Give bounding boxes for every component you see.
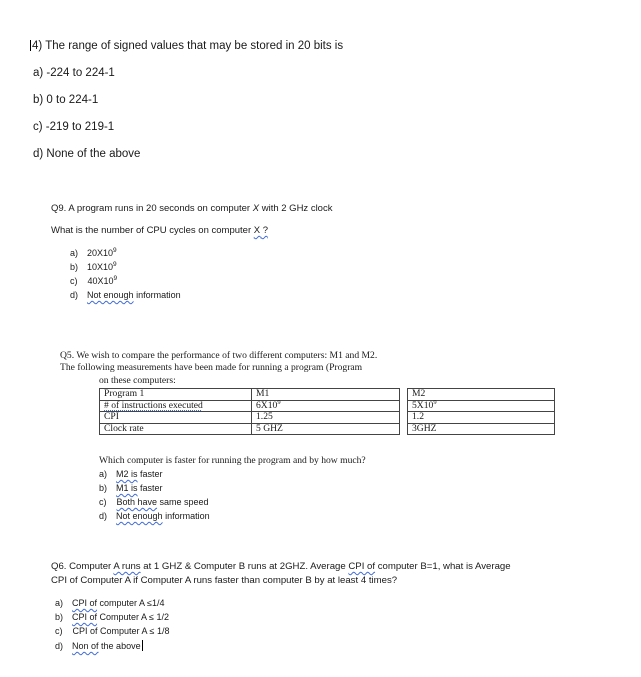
q5-opt-c-rest: same speed xyxy=(157,497,209,507)
q9-title-var: X xyxy=(252,203,260,214)
q9-option-b xyxy=(70,262,117,272)
table-cell xyxy=(100,400,252,412)
q9-subquestion xyxy=(51,225,268,236)
q6-l1-c: computer B=1, what is Average xyxy=(375,561,511,572)
table-gap xyxy=(400,400,408,412)
q6-l1-u2: CPI of xyxy=(348,561,376,572)
q9-opt-c-base: 40X10 xyxy=(87,276,114,286)
q5-opt-a-rest: faster xyxy=(137,469,163,479)
q5-opt-d-underlined: Not enough xyxy=(116,511,163,521)
q6-option-d xyxy=(55,640,143,651)
table-cell: M2 xyxy=(408,389,555,401)
q9-opt-a-exp: 9 xyxy=(113,247,117,254)
q6-line-2: CPI of Computer A if Computer A runs faster than computer B by at least 4 times? xyxy=(51,575,398,586)
q4-option-b: b) 0 to 224-1 xyxy=(33,94,99,106)
q9-sub-var: X ? xyxy=(253,225,269,236)
instructions-label: # of instructions executed xyxy=(104,399,203,411)
q6-opt-a-rest: computer A ≤1/4 xyxy=(97,598,165,608)
table-row xyxy=(100,423,555,435)
q9-opt-b-letter: b) xyxy=(70,262,79,272)
m1-instr-base: 6X10 xyxy=(256,399,278,411)
q9-sub-pre: What is the number of CPU cycles on computer xyxy=(51,225,254,236)
q5-opt-d-letter: d) xyxy=(99,511,108,521)
table-cell: Program 1 xyxy=(100,389,252,401)
q5-option-d xyxy=(99,511,210,521)
q5-option-a xyxy=(99,469,163,479)
q9-opt-a-letter: a) xyxy=(70,248,79,258)
q9-title-pre: Q9. A program runs in 20 seconds on computer xyxy=(51,203,253,214)
q6-opt-b-rest: Computer A ≤ 1/2 xyxy=(97,612,170,622)
q6-opt-d-letter: d) xyxy=(55,641,64,651)
q6-opt-c-letter: c) xyxy=(55,626,63,636)
q5-opt-a-letter: a) xyxy=(99,469,108,479)
q5-opt-c-underlined: Both have xyxy=(116,497,158,507)
q6-option-b xyxy=(55,612,169,622)
table-cell: Clock rate xyxy=(100,423,252,435)
table-cell: M1 xyxy=(252,389,400,401)
q4-question xyxy=(30,40,343,52)
q6-opt-a-letter: a) xyxy=(55,598,64,608)
table-row xyxy=(100,412,555,424)
table-cell xyxy=(252,400,400,412)
q6-l1-u1: A runs xyxy=(113,561,141,572)
table-cell xyxy=(408,400,555,412)
m2-instr-exp: 9 xyxy=(433,398,437,406)
q9-option-d xyxy=(70,290,181,300)
q5-line-3: on these computers: xyxy=(99,375,176,386)
q9-title xyxy=(51,203,332,214)
q6-opt-b-underlined: CPI of xyxy=(72,612,98,622)
q9-option-a xyxy=(70,248,117,258)
table-cell: 1.25 xyxy=(252,412,400,424)
q4-option-a: a) -224 to 224-1 xyxy=(33,67,115,79)
q9-opt-c-letter: c) xyxy=(70,276,78,286)
q9-option-c xyxy=(70,276,117,286)
table-cell: 1.2 xyxy=(408,412,555,424)
q6-opt-c-rest: CPI of Computer A ≤ 1/8 xyxy=(72,626,170,636)
q5-opt-b-letter: b) xyxy=(99,483,108,493)
q5-line-2: The following measurements have been made for running a program (Program xyxy=(60,362,363,373)
text-cursor xyxy=(30,40,31,51)
q9-opt-d-rest: information xyxy=(133,290,181,300)
q9-opt-a-base: 20X10 xyxy=(87,248,114,258)
q5-opt-a-underlined: M2 is xyxy=(116,469,138,479)
q5-opt-b-rest: faster xyxy=(137,483,163,493)
q6-opt-d-underlined: Non of xyxy=(72,641,99,651)
q6-option-a xyxy=(55,598,165,608)
q5-option-b xyxy=(99,483,163,493)
q4-option-c: c) -219 to 219-1 xyxy=(33,121,115,133)
q5-opt-d-rest: information xyxy=(162,511,210,521)
m1-instr-exp: 9 xyxy=(277,398,281,406)
q4-option-d: d) None of the above xyxy=(33,148,141,160)
q5-question: Which computer is faster for running the program and by how much? xyxy=(99,455,366,466)
table-gap xyxy=(400,389,408,401)
q5-opt-b-underlined: M1 is xyxy=(116,483,138,493)
q6-opt-a-underlined: CPI of xyxy=(72,598,98,608)
text-cursor xyxy=(142,640,143,651)
table-gap xyxy=(400,412,408,424)
q5-line-1: Q5. We wish to compare the performance of two different computers: M1 and M2. xyxy=(60,350,378,361)
q6-opt-d-rest: the above xyxy=(98,641,141,651)
q6-l1-a: Q6. Computer xyxy=(51,561,114,572)
table-row xyxy=(100,400,555,412)
measurements-table xyxy=(99,388,555,435)
m2-instr-base: 5X10 xyxy=(412,399,434,411)
q5-option-c xyxy=(99,497,209,507)
q6-option-c xyxy=(55,626,170,636)
table-gap xyxy=(400,423,408,435)
q6-l1-b: at 1 GHZ & Computer B runs at 2GHZ. Average xyxy=(140,561,349,572)
q9-opt-c-exp: 9 xyxy=(113,275,118,282)
q9-opt-b-base: 10X10 xyxy=(87,262,114,272)
q9-opt-b-exp: 9 xyxy=(113,261,117,268)
q6-opt-b-letter: b) xyxy=(55,612,64,622)
table-cell: CPI xyxy=(100,412,252,424)
q9-opt-d-letter: d) xyxy=(70,290,79,300)
table-row xyxy=(100,389,555,401)
q4-question-text: 4) The range of signed values that may be stored in 20 bits is xyxy=(32,40,344,52)
q9-opt-d-underlined: Not enough xyxy=(87,290,134,300)
table-cell: 3GHZ xyxy=(408,423,555,435)
q6-line-1 xyxy=(51,561,511,572)
q5-opt-c-letter: c) xyxy=(99,497,107,507)
table-cell: 5 GHZ xyxy=(252,423,400,435)
q9-title-post: with 2 GHz clock xyxy=(259,203,333,214)
